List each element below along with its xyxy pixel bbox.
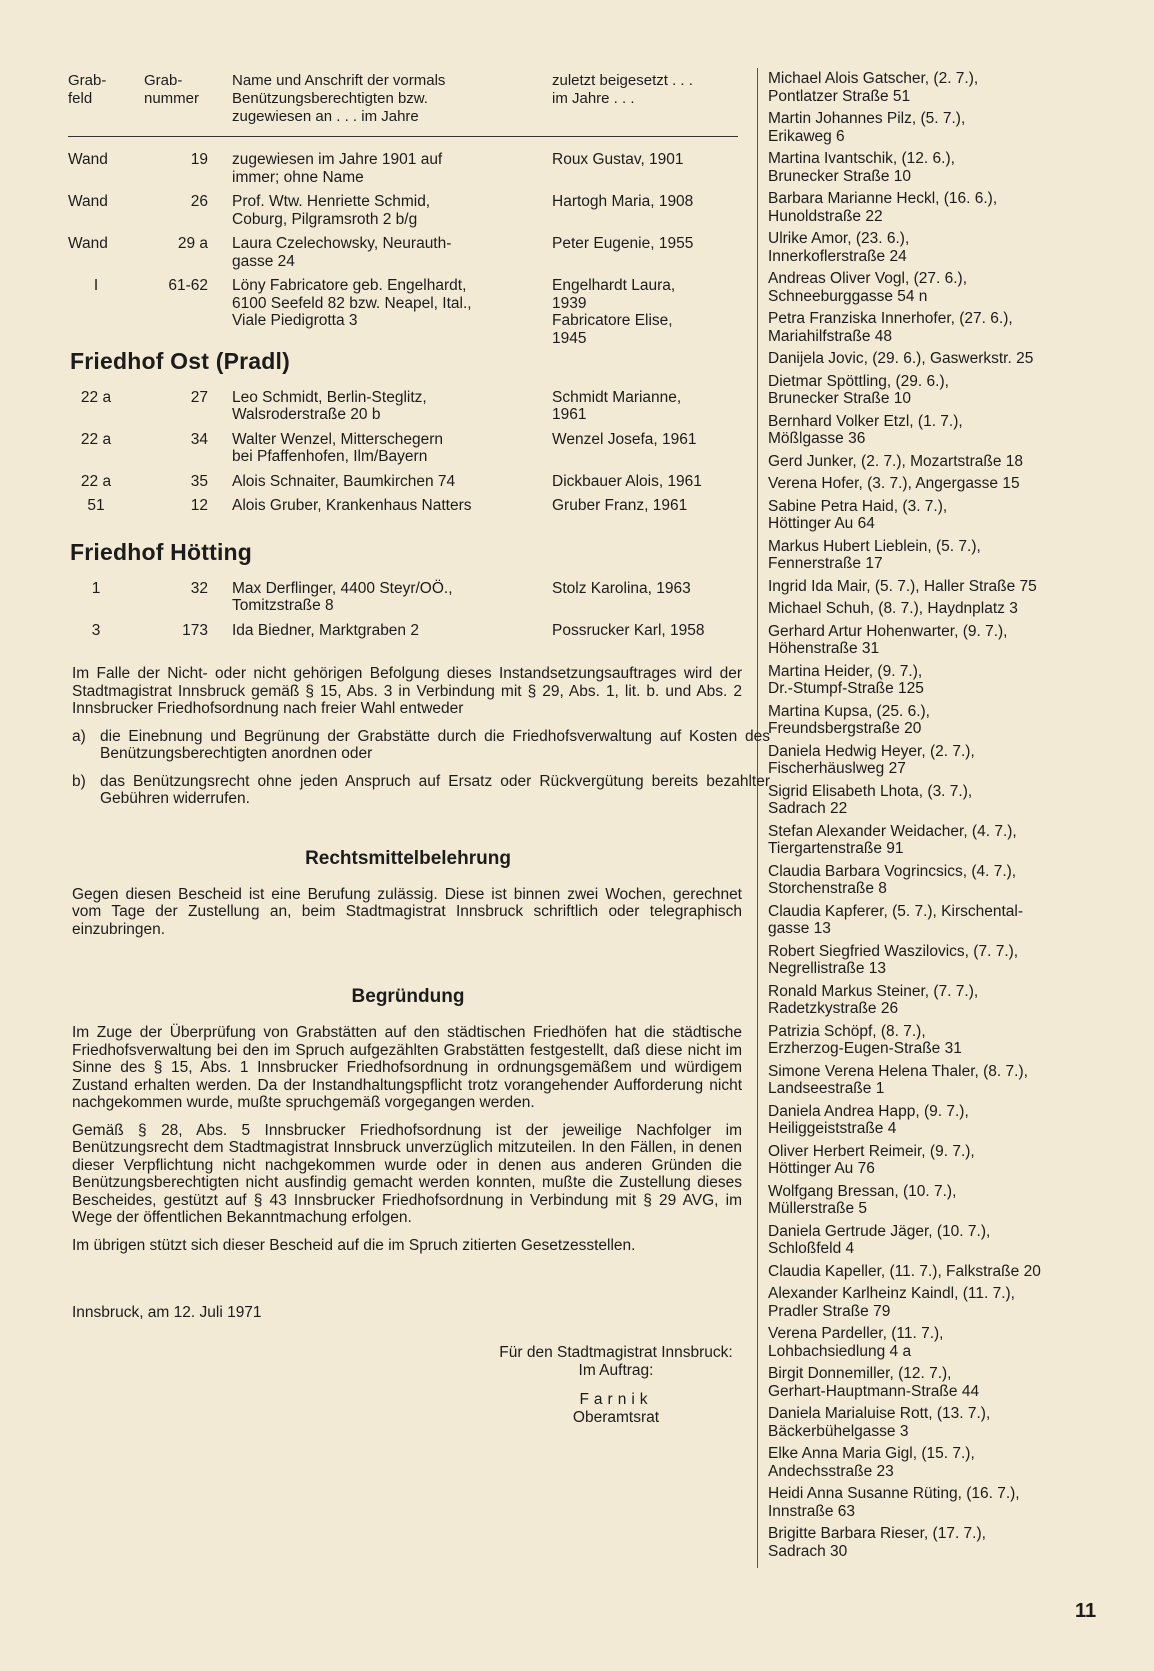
signature-block <box>68 1344 748 1426</box>
beigesetzt-cell: Gruber Franz, 1961 <box>552 497 688 514</box>
person-address: Mariahilfstraße 48 <box>768 327 893 345</box>
person-name: Gerd Junker, (2. 7.), Mozartstraße 18 <box>768 452 1023 470</box>
list-item <box>768 863 1104 898</box>
list-item <box>768 150 1104 185</box>
person-address: Lohbachsiedlung 4 a <box>768 1342 912 1360</box>
person-address: Andechsstraße 23 <box>768 1462 894 1480</box>
person-name: Michael Schuh, (8. 7.), Haydnplatz 3 <box>768 600 1018 617</box>
person-name: Sabine Petra Haid, (3. 7.), <box>768 497 948 515</box>
list-item <box>768 538 1104 573</box>
person-address: Bäckerbühelgasse 3 <box>768 1422 909 1440</box>
person-name: Claudia Kapferer, (5. 7.), Kirschental- <box>768 902 1024 920</box>
list-item <box>768 1143 1104 1178</box>
begruendung-heading: Begründung <box>351 986 465 1007</box>
name-anschrift-cell: zugewiesen im Jahre 1901 auf immer; ohne Name <box>232 151 443 186</box>
name-anschrift-cell: Prof. Wtw. Henriette Schmid, Coburg, Pilgramsroth 2 b/g <box>232 193 431 228</box>
list-text: die Einebnung und Begrünung der Grabstätte durch die Friedhofsverwaltung auf Kosten des Benützungsberechtigten anordnen oder <box>100 727 770 762</box>
grabnummer-cell: 173 <box>182 621 208 639</box>
list-item <box>768 1223 1104 1258</box>
list-label: a) <box>72 727 86 745</box>
beigesetzt-cell: Engelhardt Laura, 1939 Fabricatore Elise, 1945 <box>552 277 676 347</box>
person-name: Michael Alois Gatscher, (2. 7.), <box>768 70 979 87</box>
header-name-anschrift: Name und Anschrift der vormals Benützungsberechtigten bzw. zugewiesen an . . . im Jahre <box>232 72 446 125</box>
beigesetzt-cell: Possrucker Karl, 1958 <box>552 621 705 639</box>
person-name: Martina Kupsa, (25. 6.), <box>768 702 930 720</box>
person-name: Danijela Jovic, (29. 6.), Gaswerkstr. 25 <box>768 350 1034 367</box>
list-item <box>768 600 1104 618</box>
beigesetzt-cell: Peter Eugenie, 1955 <box>552 235 694 252</box>
person-name: Claudia Kapeller, (11. 7.), Falkstraße 20 <box>768 1262 1041 1280</box>
person-name: Robert Siegfried Waszilovics, (7. 7.), <box>768 942 1019 960</box>
grabnummer-cell: 26 <box>190 193 208 210</box>
list-item <box>768 703 1104 738</box>
person-name: Stefan Alexander Weidacher, (4. 7.), <box>768 822 1017 840</box>
person-address: Hunoldstraße 22 <box>768 207 883 225</box>
list-item <box>768 310 1104 345</box>
table-row <box>68 431 742 466</box>
table-row <box>68 277 742 347</box>
grabfeld-cell: Wand <box>68 193 108 210</box>
person-name: Alexander Karlheinz Kaindl, (11. 7.), <box>768 1285 1015 1302</box>
person-name: Simone Verena Helena Thaler, (8. 7.), <box>768 1062 1028 1080</box>
person-address: Sadrach 30 <box>768 1542 848 1560</box>
grabfeld-cell: 22 a <box>80 388 112 406</box>
person-name: Dietmar Spöttling, (29. 6.), <box>768 372 949 390</box>
name-anschrift-cell: Ida Biedner, Marktgraben 2 <box>232 621 419 639</box>
person-name: Ingrid Ida Mair, (5. 7.), Haller Straße 75 <box>768 577 1037 595</box>
table-row <box>68 622 742 640</box>
name-anschrift-cell: Laura Czelechowsky, Neurauth- gasse 24 <box>232 235 452 270</box>
table-row <box>68 151 742 186</box>
list-item <box>768 943 1104 978</box>
person-name: Petra Franziska Innerhofer, (27. 6.), <box>768 310 1013 327</box>
list-item <box>768 663 1104 698</box>
table-row <box>68 389 742 424</box>
section-title-ost: Friedhof Ost (Pradl) <box>70 347 290 374</box>
list-item <box>768 475 1104 493</box>
person-address: Höttinger Au 64 <box>768 515 875 532</box>
list-label: b) <box>72 772 86 790</box>
person-address: Storchenstraße 8 <box>768 880 887 897</box>
person-address: Sadrach 22 <box>768 800 848 817</box>
person-address: Radetzkystraße 26 <box>768 1000 899 1017</box>
table-row <box>68 193 742 228</box>
grabfeld-cell: 22 a <box>80 472 112 490</box>
list-item <box>768 823 1104 858</box>
grabfeld-cell: 1 <box>91 579 101 597</box>
date-line: Innsbruck, am 12. Juli 1971 <box>72 1304 262 1321</box>
signature-title: Oberamtsrat <box>572 1408 660 1426</box>
person-address: Schneeburggasse 54 n <box>768 287 928 305</box>
name-anschrift-cell: Walter Wenzel, Mitterschegern bei Pfaffenhofen, Ilm/Bayern <box>232 430 444 465</box>
person-name: Gerhard Artur Hohenwarter, (9. 7.), <box>768 622 1008 640</box>
list-item <box>768 350 1104 368</box>
rechtsmittel-heading: Rechtsmittelbelehrung <box>305 847 511 869</box>
person-name: Brigitte Barbara Rieser, (17. 7.), <box>768 1525 986 1542</box>
grabfeld-cell: 3 <box>91 621 101 639</box>
person-address: Negrellistraße 13 <box>768 960 887 977</box>
header-grabnummer: Grab- nummer <box>144 72 200 107</box>
person-address: Freundsbergstraße 20 <box>768 720 922 737</box>
grabnummer-cell: 32 <box>190 579 208 597</box>
person-address: Pradler Straße 79 <box>768 1302 891 1320</box>
list-item-a <box>72 728 770 763</box>
grabnummer-cell: 29 a <box>177 235 208 252</box>
table-header <box>68 72 742 132</box>
person-address: Brunecker Straße 10 <box>768 390 912 407</box>
person-address: Gerhart-Hauptmann-Straße 44 <box>768 1382 980 1400</box>
person-address: Fischerhäuslweg 27 <box>768 760 906 777</box>
left-column <box>68 72 770 1426</box>
list-item <box>768 190 1104 225</box>
list-item <box>768 453 1104 471</box>
person-name: Martina Heider, (9. 7.), <box>768 662 923 680</box>
beigesetzt-cell: Hartogh Maria, 1908 <box>552 193 694 210</box>
signature-name: Farnik <box>579 1391 653 1408</box>
person-address: Müllerstraße 5 <box>768 1200 868 1217</box>
name-anschrift-cell: Alois Gruber, Krankenhaus Natters <box>232 497 472 514</box>
name-anschrift-cell: Löny Fabricatore geb. Engelhardt, 6100 Seefeld 82 bzw. Neapel, Ital., Viale Piedigrotta 3 <box>232 277 472 329</box>
person-address: Erikaweg 6 <box>768 127 845 145</box>
name-anschrift-cell: Leo Schmidt, Berlin-Steglitz, Walsroderstraße 20 b <box>232 388 427 423</box>
list-item <box>768 70 1104 105</box>
person-name: Heidi Anna Susanne Rüting, (16. 7.), <box>768 1485 1020 1502</box>
beigesetzt-cell: Stolz Karolina, 1963 <box>552 579 691 597</box>
person-address: gasse 13 <box>768 920 831 937</box>
list-item <box>768 413 1104 448</box>
person-name: Oliver Herbert Reimeir, (9. 7.), <box>768 1142 975 1160</box>
signature-line1: Für den Stadtmagistrat Innsbruck: <box>499 1344 733 1361</box>
person-address: Mößlgasse 36 <box>768 430 866 447</box>
person-name: Daniela Andrea Happ, (9. 7.), <box>768 1102 969 1120</box>
person-address: Brunecker Straße 10 <box>768 167 912 185</box>
grabnummer-cell: 27 <box>190 388 208 406</box>
beigesetzt-cell: Roux Gustav, 1901 <box>552 151 684 168</box>
list-item <box>768 373 1104 408</box>
person-name: Martina Ivantschik, (12. 6.), <box>768 150 955 167</box>
person-address: Erzherzog-Eugen-Straße 31 <box>768 1040 962 1057</box>
header-rule <box>68 136 738 137</box>
grabfeld-cell: I <box>93 277 99 294</box>
list-item <box>768 1525 1104 1560</box>
person-address: Tiergartenstraße 91 <box>768 840 904 857</box>
person-name: Ulrike Amor, (23. 6.), <box>768 230 910 247</box>
person-address: Heiliggeiststraße 4 <box>768 1120 897 1137</box>
begruendung-paragraph: Gemäß § 28, Abs. 5 Innsbrucker Friedhofsordnung ist der jeweilige Nachfolger im Benützungsrecht dem Stadtmagistrat Innsbruck unverzüglich mitzuteilen. In den Fällen, in denen dieser Verpflichtung nicht nachgekommen wurde oder in denen aus anderen Gründen die Benützungsberechtigten nicht ausfindig gemacht werden konnten, mußte die Zustellung dieses Bescheides, gestützt auf § 43 Innsbrucker Friedhofsordnung in Verbindung mit § 29 AVG, im Wege der öffentlichen Bekanntmachung erfolgen. <box>72 1121 742 1226</box>
person-address: Schloßfeld 4 <box>768 1240 855 1257</box>
grabfeld-cell: 51 <box>87 497 105 514</box>
grabfeld-cell: 22 a <box>80 430 112 448</box>
person-name: Bernhard Volker Etzl, (1. 7.), <box>768 412 963 430</box>
list-item <box>768 1263 1104 1281</box>
beigesetzt-cell: Dickbauer Alois, 1961 <box>552 472 702 490</box>
begruendung-paragraph: Im Zuge der Überprüfung von Grabstätten auf den städtischen Friedhöfen hat die städtische Friedhofsverwaltung bei den im Spruch aufgezählten Grabstätten festgestellt, daß diese nicht im Sinne des § 15, Abs. 1 Innsbrucker Friedhofsordnung in ordnungsgemäßem und würdigem Zustand erhalten werden. Da der Instandhaltungspflicht trotz vorangehender Aufforderung nicht nachgekommen wurde, mußte spruchgemäß vorgegangen werden. <box>72 1024 742 1111</box>
person-address: Pontlatzer Straße 51 <box>768 87 911 105</box>
person-address: Höhenstraße 31 <box>768 640 880 657</box>
grabnummer-cell: 61-62 <box>168 277 208 294</box>
grabnummer-cell: 34 <box>190 430 208 448</box>
table-row <box>68 473 742 491</box>
right-column-list <box>768 70 1104 1565</box>
grabnummer-cell: 12 <box>190 497 208 514</box>
person-name: Daniela Hedwig Heyer, (2. 7.), <box>768 742 975 760</box>
person-name: Verena Pardeller, (11. 7.), <box>768 1325 944 1342</box>
list-item <box>768 270 1104 305</box>
list-item <box>768 578 1104 596</box>
person-name: Sigrid Elisabeth Lhota, (3. 7.), <box>768 782 973 800</box>
table-row <box>68 497 742 515</box>
section-title-hoetting: Friedhof Hötting <box>70 538 253 565</box>
person-name: Elke Anna Maria Gigl, (15. 7.), <box>768 1445 975 1462</box>
person-name: Daniela Marialuise Rott, (13. 7.), <box>768 1405 991 1422</box>
list-item <box>768 110 1104 145</box>
grabfeld-cell: Wand <box>68 151 108 168</box>
section1-rows <box>68 151 742 347</box>
list-item <box>768 623 1104 658</box>
person-name: Verena Hofer, (3. 7.), Angergasse 15 <box>768 475 1020 492</box>
person-name: Claudia Barbara Vogrincsics, (4. 7.), <box>768 862 1017 880</box>
list-item <box>768 1063 1104 1098</box>
person-address: Innerkoflerstraße 24 <box>768 247 907 265</box>
list-item <box>768 1325 1104 1360</box>
grabnummer-cell: 35 <box>190 472 208 490</box>
person-name: Patrizia Schöpf, (8. 7.), <box>768 1022 926 1040</box>
person-name: Ronald Markus Steiner, (7. 7.), <box>768 982 979 1000</box>
list-item <box>768 1285 1104 1320</box>
section3-rows <box>68 580 742 640</box>
list-item <box>768 498 1104 533</box>
grabnummer-cell: 19 <box>190 151 208 168</box>
name-anschrift-cell: Alois Schnaiter, Baumkirchen 74 <box>232 472 456 490</box>
beigesetzt-cell: Wenzel Josefa, 1961 <box>552 430 697 448</box>
beigesetzt-cell: Schmidt Marianne, 1961 <box>552 388 682 423</box>
list-item <box>768 1023 1104 1058</box>
header-grabfeld: Grab- feld <box>68 72 107 107</box>
person-name: Birgit Donnemiller, (12. 7.), <box>768 1365 952 1382</box>
page-number: 11 <box>1075 1600 1097 1622</box>
list-item <box>768 1365 1104 1400</box>
person-name: Markus Hubert Lieblein, (5. 7.), <box>768 537 981 555</box>
list-item <box>768 1485 1104 1520</box>
person-address: Landseestraße 1 <box>768 1080 885 1097</box>
list-text: das Benützungsrecht ohne jeden Anspruch auf Ersatz oder Rückvergütung bereits bezahlter Gebühren widerrufen. <box>100 772 770 807</box>
person-name: Barbara Marianne Heckl, (16. 6.), <box>768 190 998 207</box>
person-name: Wolfgang Bressan, (10. 7.), <box>768 1182 957 1200</box>
begruendung-paragraph: Im übrigen stützt sich dieser Bescheid auf die im Spruch zitierten Gesetzesstellen. <box>72 1236 636 1254</box>
signature-line2: Im Auftrag: <box>578 1361 654 1379</box>
person-address: Fennerstraße 17 <box>768 555 883 572</box>
list-item-b <box>72 773 770 808</box>
intro-paragraph: Im Falle der Nicht- oder nicht gehörigen Befolgung dieses Instandsetzungsauftrages wird der Stadtmagistrat Innsbruck gemäß § 15, Abs. 3 in Verbindung mit § 29, Abs. 1, lit. b. und Abs. 2 Innsbrucker Friedhofsordnung nach freier Wahl entweder <box>72 665 742 717</box>
grabfeld-cell: Wand <box>68 235 108 252</box>
list-item <box>768 1103 1104 1138</box>
list-item <box>768 903 1104 938</box>
list-item <box>768 1445 1104 1480</box>
person-name: Daniela Gertrude Jäger, (10. 7.), <box>768 1222 991 1240</box>
section2-rows <box>68 389 742 515</box>
list-item <box>768 743 1104 778</box>
person-name: Andreas Oliver Vogl, (27. 6.), <box>768 270 968 287</box>
person-name: Martin Johannes Pilz, (5. 7.), <box>768 110 966 127</box>
list-item <box>768 983 1104 1018</box>
column-divider <box>757 68 758 1568</box>
table-row <box>68 235 742 270</box>
person-address: Innstraße 63 <box>768 1502 856 1520</box>
person-address: Dr.-Stumpf-Straße 125 <box>768 680 924 697</box>
list-item <box>768 783 1104 818</box>
name-anschrift-cell: Max Derflinger, 4400 Steyr/OÖ., Tomitzstraße 8 <box>232 579 453 614</box>
header-beigesetzt: zuletzt beigesetzt . . . im Jahre . . . <box>552 72 693 107</box>
list-item <box>768 1405 1104 1440</box>
rechtsmittel-text: Gegen diesen Bescheid ist eine Berufung zulässig. Diese ist binnen zwei Wochen, gerechnet vom Tage der Zustellung an, beim Stadtmagistrat Innsbruck schriftlich oder telegraphisch einzubringen. <box>72 885 742 938</box>
table-row <box>68 580 742 615</box>
person-address: Höttinger Au 76 <box>768 1160 875 1177</box>
list-item <box>768 1183 1104 1218</box>
list-item <box>768 230 1104 265</box>
